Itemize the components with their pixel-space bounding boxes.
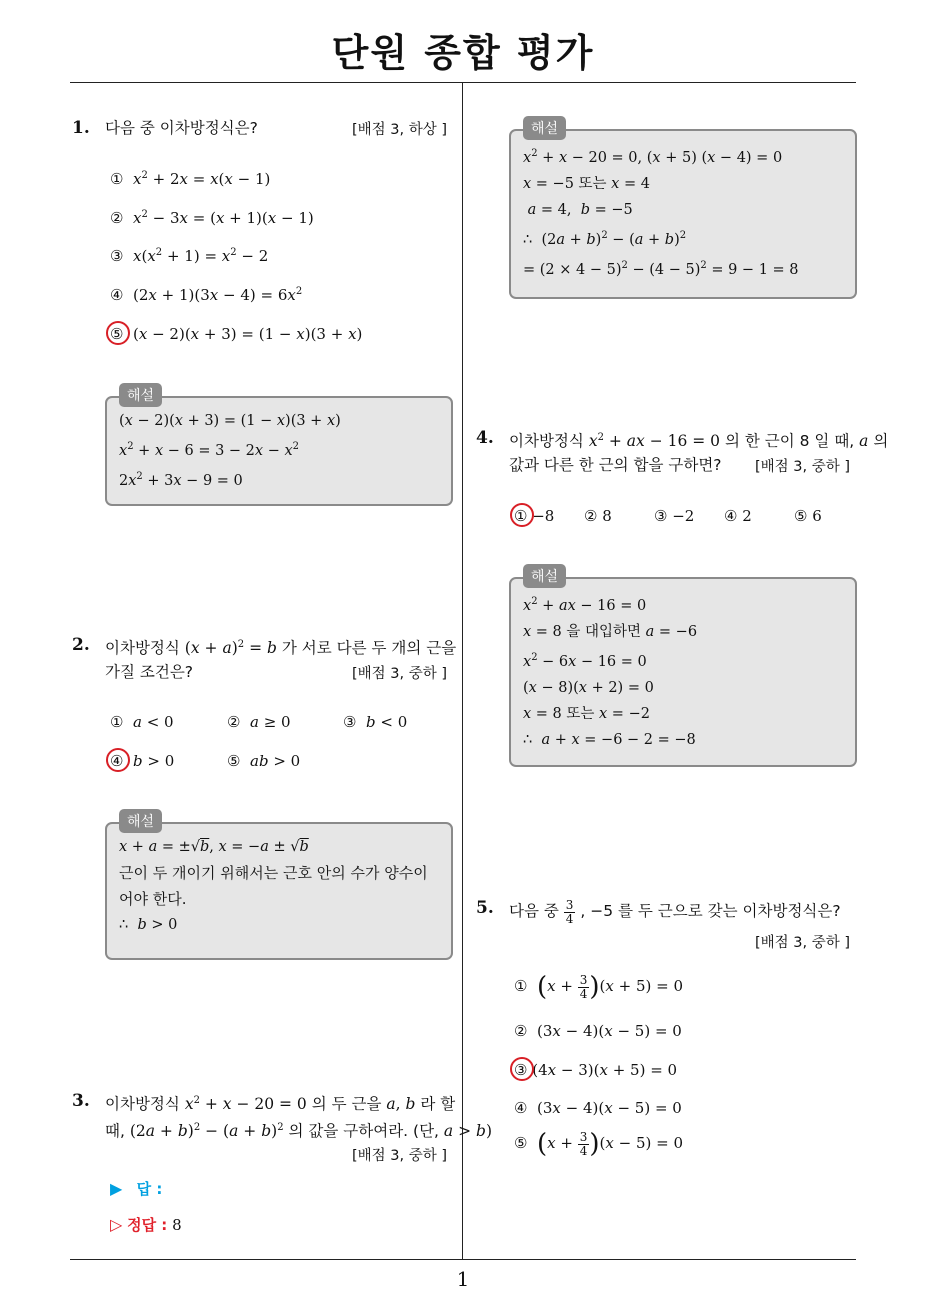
q1-option-2[interactable]: ② $x^2 - 3x = (x + 1)(x - 1)$ [110, 209, 314, 227]
bottom-divider [70, 1259, 856, 1260]
q2-option-5[interactable]: ⑤ ab > 0 [227, 752, 301, 770]
q1-sol-line-2: $x^2 + x - 6 = 3 - 2x - x^2$ [119, 441, 300, 459]
q4-meta: [배점 3, 중하 ] [755, 459, 851, 475]
option-mark: ④ [514, 1099, 528, 1117]
option-mark: ② [110, 209, 124, 227]
q3-correct-label: 정답 : [127, 1216, 168, 1234]
q3-correct-value: 8 [172, 1216, 182, 1234]
q1-solution-tag: 해설 [119, 383, 162, 407]
option-mark: ⑤ [110, 325, 124, 343]
q2-meta: [배점 3, 중하 ] [352, 666, 448, 682]
correct-arrow-icon: ▷ [110, 1215, 123, 1234]
option-mark: ① [110, 170, 124, 188]
q4-text-line-2: 값과 다른 한 근의 합을 구하면? [509, 456, 722, 474]
q1-sol-line-1: (x − 2)(x + 3) = (1 − x)(3 + x) [119, 413, 341, 429]
q4-option-1[interactable]: ① −8 [514, 507, 555, 525]
q2-sol-line-3: 어야 한다. [119, 890, 187, 908]
answer-arrow-icon: ▶ [110, 1179, 123, 1198]
column-divider [462, 83, 463, 1259]
q5-text-line-1: 다음 중 $\frac{3}{4}$ , −5 를 두 근으로 갖는 이차방정식은? [509, 897, 841, 926]
q2-text-line-1: 이차방정식 $(x + a)^2 = b$ 가 서로 다른 두 개의 근을 [105, 639, 457, 658]
fraction-three-quarters: $\frac{3}{4}$ [565, 897, 574, 926]
q1-option-3[interactable]: ③ $x(x^2 + 1) = x^2 - 2$ [110, 247, 269, 265]
option-mark: ③ [514, 1061, 528, 1079]
q5-option-4[interactable]: ④ (3x − 4)(x − 5) = 0 [514, 1099, 682, 1117]
option-mark: ④ [110, 752, 124, 770]
q1-option-5[interactable]: ⑤ (x − 2)(x + 3) = (1 − x)(3 + x) [110, 325, 363, 343]
q3-solution-box [509, 129, 857, 299]
q4-sol-line-5: x = 8 또는 x = −2 [523, 705, 650, 722]
q1-number: 1. [72, 118, 90, 138]
option-mark: ④ [110, 286, 124, 304]
q3-sol-line-5: = $(2 \times 4 - 5)^2 - (4 - 5)^2 = 9 - 1 = 8$ [523, 259, 799, 278]
q5-option-1[interactable]: ① (x + $\frac{3}{4}$ )(x + 5) = 0 [514, 972, 684, 1002]
page-number: 1 [456, 1267, 470, 1291]
q5-option-5[interactable]: ⑤ (x + $\frac{3}{4}$ )(x − 5) = 0 [514, 1129, 684, 1159]
q4-option-2[interactable]: ② 8 [584, 507, 612, 525]
q3-solution-tag: 해설 [523, 116, 566, 140]
option-mark: ③ [110, 247, 124, 265]
q5-meta: [배점 3, 중하 ] [755, 935, 851, 951]
q2-text-line-2: 가질 조건은? [105, 663, 194, 681]
q4-sol-line-3: $x^2 - 6x - 16 = 0$ [523, 651, 647, 670]
q3-answer-label: 답 : [136, 1180, 163, 1198]
q2-sol-line-2: 근이 두 개이기 위해서는 근호 안의 수가 양수이 [119, 864, 428, 882]
q2-option-3[interactable]: ③ b < 0 [343, 713, 408, 731]
q5-option-2[interactable]: ② (3x − 4)(x − 5) = 0 [514, 1022, 682, 1040]
option-mark: ① [110, 713, 124, 731]
q1-solution-box [105, 396, 453, 506]
q2-solution-box [105, 822, 453, 960]
q4-solution-box [509, 577, 857, 767]
q2-answer-circle [106, 748, 130, 772]
q1-answer-circle [106, 321, 130, 345]
q5-option-3[interactable]: ③ (4x − 3)(x + 5) = 0 [514, 1061, 678, 1079]
top-divider [70, 82, 856, 83]
q2-number: 2. [72, 635, 90, 655]
option-mark: ⑤ [227, 752, 241, 770]
q4-sol-line-1: $x^2$ + ax − 16 = 0 [523, 596, 647, 614]
q3-sol-line-2: x = −5 또는 x = 4 [523, 175, 650, 192]
q3-number: 3. [72, 1091, 90, 1111]
q3-answer-row[interactable] [110, 1178, 162, 1199]
q4-sol-line-4: (x − 8)(x + 2) = 0 [523, 679, 654, 696]
option-mark: ⑤ [514, 1134, 528, 1152]
q3-sol-line-1: $x^2 + x - 20 = 0$, (x + 5) (x − 4) = 0 [523, 148, 783, 166]
q4-sol-line-2: x = 8 을 대입하면 a = −6 [523, 623, 698, 640]
q1-text: 다음 중 이차방정식은? [105, 119, 258, 137]
q4-option-4[interactable]: ④ 2 [724, 507, 752, 525]
q5-answer-circle [510, 1057, 534, 1081]
q1-option-4[interactable]: ④ $(2x + 1)(3x - 4) = 6x^2$ [110, 286, 303, 304]
q3-meta: [배점 3, 중하 ] [352, 1148, 448, 1164]
option-mark: ① [514, 977, 528, 995]
option-mark: ② [514, 1022, 528, 1040]
q1-meta: [배점 3, 하상 ] [352, 122, 448, 138]
q2-sol-line-4: ∴ b > 0 [119, 917, 178, 933]
q4-option-5[interactable]: ⑤ 6 [794, 507, 822, 525]
q4-solution-tag: 해설 [523, 564, 566, 588]
q4-answer-circle [510, 503, 534, 527]
q2-solution-tag: 해설 [119, 809, 162, 833]
q4-text-line-1: 이차방정식 $x^2$ + ax − 16 = 0 의 한 근이 8 일 때, a 의 [509, 432, 889, 451]
q3-sol-line-3: a = 4, b = −5 [527, 201, 633, 218]
q4-number: 4. [476, 428, 494, 448]
option-mark: ③ [343, 713, 357, 731]
q4-option-3[interactable]: ③ −2 [654, 507, 695, 525]
q2-option-1[interactable]: ① a < 0 [110, 713, 174, 731]
q3-correct-row [110, 1214, 182, 1235]
q1-sol-line-3: $2x^2 + 3x - 9 = 0$ [119, 470, 243, 489]
q1-option-1[interactable]: ① $x^2 + 2x = x(x - 1)$ [110, 170, 271, 188]
q3-text-line-2: 때, $(2a + b)^2 - (a + b)^2$ 의 값을 구하여라. (단, a > b) [105, 1122, 493, 1141]
page-title: 단원 종합 평가 [331, 31, 595, 75]
q4-sol-line-6: ∴ a + x = −6 − 2 = −8 [523, 731, 696, 748]
option-mark: ② [227, 713, 241, 731]
q3-sol-line-4: ∴ $(2a + b)^2 - (a + b)^2$ [523, 229, 687, 248]
q2-option-2[interactable]: ② a ≥ 0 [227, 713, 291, 731]
q5-number: 5. [476, 898, 494, 918]
q2-option-4[interactable]: ④ b > 0 [110, 752, 175, 770]
q2-sol-line-1: x + a = ±√b, x = −a ± √b [119, 839, 309, 855]
q3-text-line-1: 이차방정식 $x^2 + x - 20 = 0$ 의 두 근을 a, b 라 할 [105, 1095, 456, 1114]
